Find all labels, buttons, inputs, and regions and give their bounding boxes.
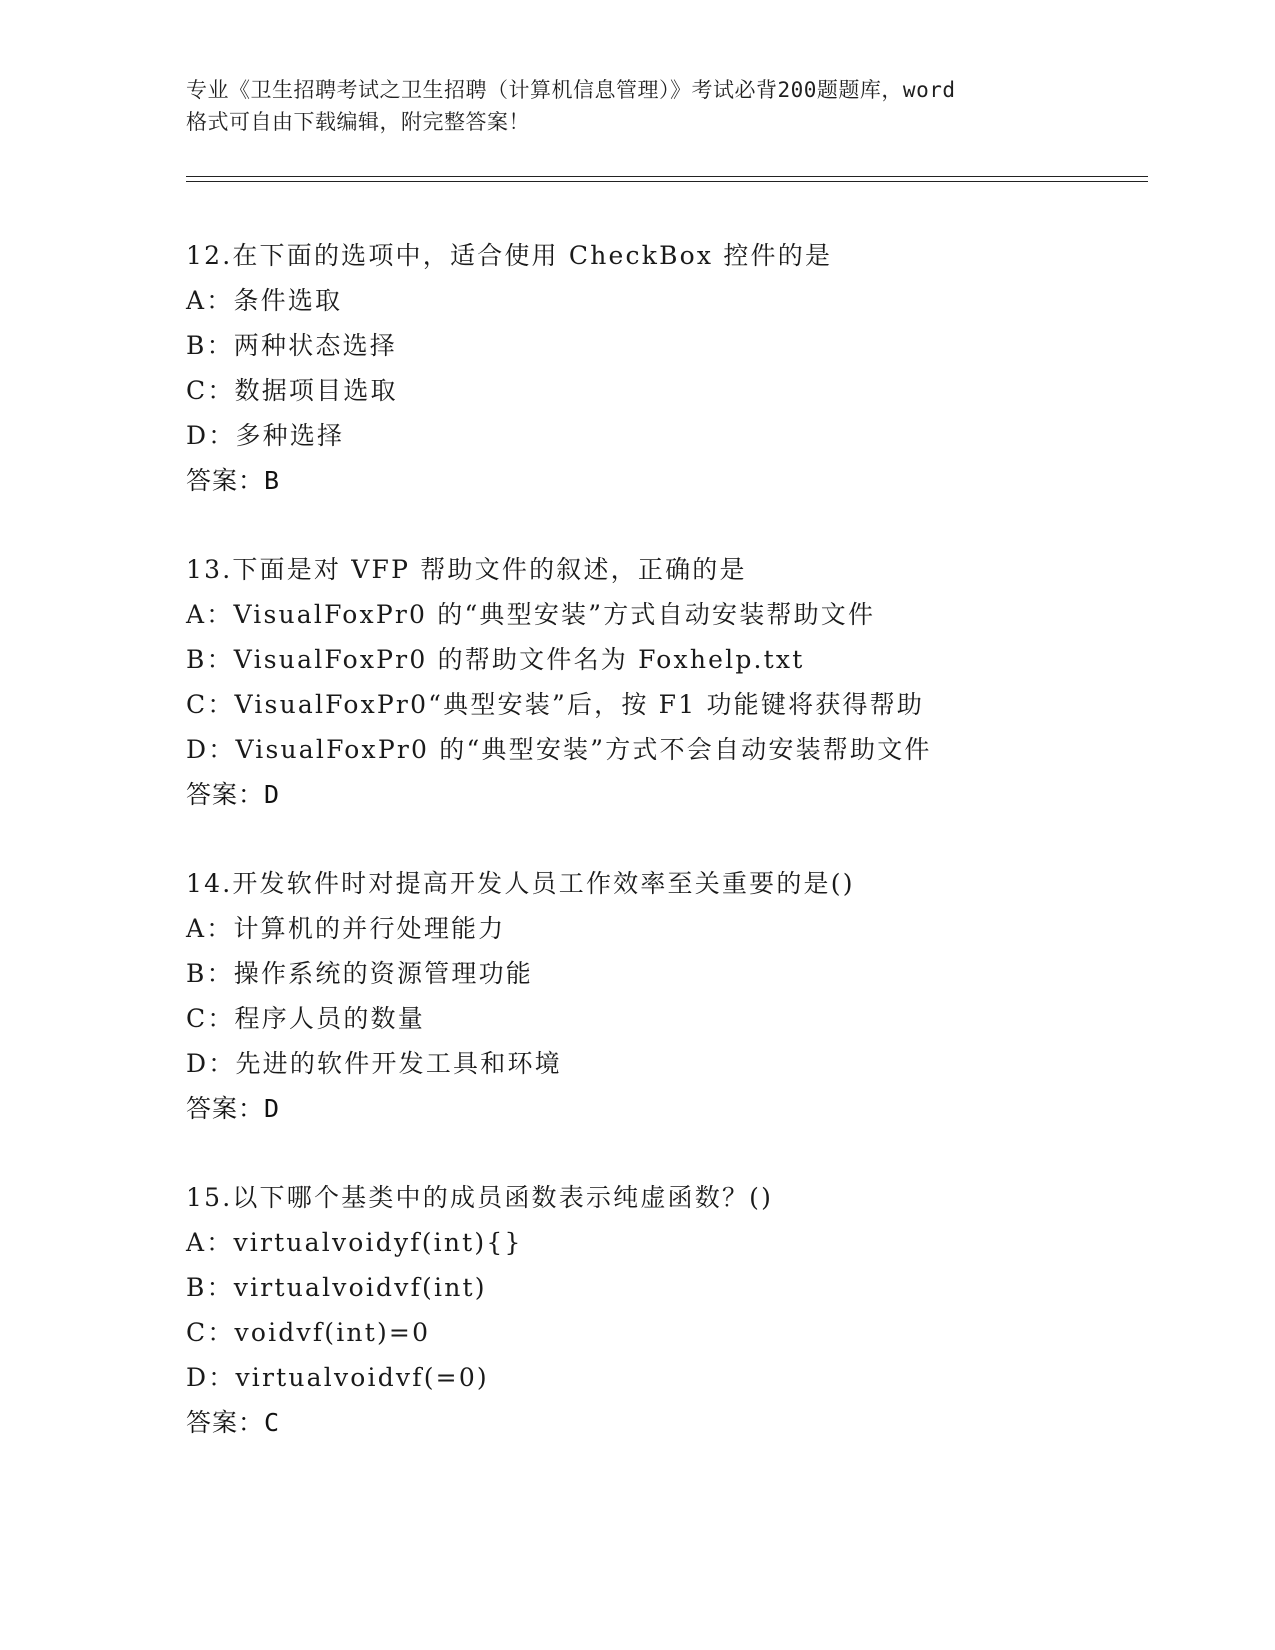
question-14 bbox=[186, 861, 1186, 1131]
question-15 bbox=[186, 1175, 1186, 1445]
option-b: B：VisualFoxPr0 的帮助文件名为 Foxhelp.txt bbox=[186, 645, 805, 674]
option-d: D：先进的软件开发工具和环境 bbox=[186, 1049, 562, 1078]
option-c: C：数据项目选取 bbox=[186, 376, 398, 405]
header-divider-top bbox=[186, 176, 1148, 177]
answer-line: 答案：B bbox=[186, 466, 281, 495]
question-stem: 15.以下哪个基类中的成员函数表示纯虚函数？() bbox=[186, 1183, 774, 1212]
option-b: B：两种状态选择 bbox=[186, 331, 397, 360]
question-stem: 14.开发软件时对提高开发人员工作效率至关重要的是() bbox=[186, 869, 855, 898]
option-c: C：程序人员的数量 bbox=[186, 1004, 425, 1033]
option-a: A：条件选取 bbox=[186, 286, 343, 315]
question-stem: 12.在下面的选项中，适合使用 CheckBox 控件的是 bbox=[186, 241, 833, 270]
question-list bbox=[186, 233, 1186, 1489]
option-a: A：VisualFoxPr0 的“典型安装”方式自动安装帮助文件 bbox=[186, 600, 876, 629]
answer-line: 答案：C bbox=[186, 1408, 281, 1437]
option-d: D：VisualFoxPr0 的“典型安装”方式不会自动安装帮助文件 bbox=[186, 735, 932, 764]
question-stem: 13.下面是对 VFP 帮助文件的叙述，正确的是 bbox=[186, 555, 747, 584]
answer-line: 答案：D bbox=[186, 1094, 281, 1123]
header-divider-bottom bbox=[186, 181, 1148, 182]
question-13 bbox=[186, 547, 1186, 817]
option-a: A：virtualvoidyf(int){} bbox=[186, 1228, 523, 1257]
document-header bbox=[186, 74, 1086, 138]
option-c: C：voidvf(int)=0 bbox=[186, 1318, 431, 1347]
option-b: B：操作系统的资源管理功能 bbox=[186, 959, 533, 988]
option-c: C：VisualFoxPr0“典型安装”后，按 F1 功能键将获得帮助 bbox=[186, 690, 925, 719]
question-12 bbox=[186, 233, 1186, 503]
answer-line: 答案：D bbox=[186, 780, 281, 809]
option-a: A：计算机的并行处理能力 bbox=[186, 914, 506, 943]
header-line-2: 格式可自由下载编辑，附完整答案！ bbox=[186, 110, 530, 134]
option-b: B：virtualvoidvf(int) bbox=[186, 1273, 487, 1302]
header-line-1: 专业《卫生招聘考试之卫生招聘（计算机信息管理）》考试必背200题题库，word bbox=[186, 78, 956, 102]
option-d: D：多种选择 bbox=[186, 421, 345, 450]
option-d: D：virtualvoidvf(=0) bbox=[186, 1363, 489, 1392]
